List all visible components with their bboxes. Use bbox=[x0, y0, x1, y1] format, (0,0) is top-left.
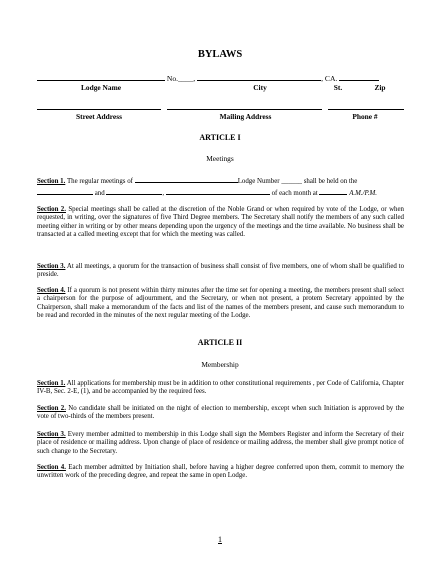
section-label: Section 2. bbox=[37, 405, 66, 412]
zip-label: Zip bbox=[374, 83, 386, 92]
section-text: of each month at bbox=[271, 190, 318, 198]
section-label: Section 3. bbox=[37, 263, 66, 270]
section-text: The regular meetings of bbox=[66, 178, 133, 185]
section-text: At all meetings, a quorum for the transaction of business shall consist of five members, one of whom shall be qualified to preside. bbox=[37, 263, 405, 279]
phone-blank[interactable] bbox=[328, 101, 404, 110]
section-text: Each member admitted by Initiation shall, before having a higher degree conferred upon them, commit to memory the unwritten work of the preceding degree, and repeat the same in open Lodge. bbox=[37, 464, 404, 480]
article-2-subheading: Membership bbox=[201, 360, 239, 369]
mailing-address-blank[interactable] bbox=[167, 101, 322, 110]
section-label: Section 1. bbox=[37, 178, 66, 185]
lodge-name-blank[interactable] bbox=[37, 72, 165, 81]
section-text: and bbox=[94, 190, 105, 198]
article-2-section-3 bbox=[37, 431, 404, 456]
article-1-heading: ARTICLE I bbox=[199, 133, 241, 142]
section-text: Lodge Number ______ shall be held on the bbox=[237, 178, 358, 185]
article-1-section-3 bbox=[37, 263, 404, 280]
lodge-info-row bbox=[37, 72, 379, 83]
section-label: Section 4. bbox=[37, 464, 66, 471]
time-blank[interactable] bbox=[319, 186, 347, 195]
article-2-section-2 bbox=[37, 405, 404, 422]
article-2-section-4 bbox=[37, 464, 404, 481]
city-blank[interactable] bbox=[197, 72, 321, 81]
st-label: St. bbox=[333, 83, 343, 92]
day-blank-1[interactable] bbox=[37, 186, 93, 195]
ampm-label: A.M./P.M. bbox=[349, 190, 378, 198]
city-label: City bbox=[253, 83, 267, 92]
document-title: BYLAWS bbox=[197, 49, 243, 60]
state-label: , CA. bbox=[321, 74, 338, 83]
section-label: Section 1. bbox=[37, 380, 66, 387]
section-text: If a quorum is not present within thirty minutes after the time set for opening a meeting, the members present shall select a chairperson for the purpose of adjournment, and the Secretary, or when not present, a protem Secretary appointed by the Chairperson, shall make a memorandum of the facts and list of the names of the members present, and cause such memorandum to be read and recorded in the minutes of the next regular meeting of the Lodge. bbox=[37, 287, 404, 320]
lodge-blank[interactable] bbox=[135, 174, 238, 183]
zip-blank[interactable] bbox=[339, 72, 379, 81]
section-label: Section 3. bbox=[37, 431, 66, 438]
section-text: All applications for membership must be in addition to other constitutional requirements , per Code of California, Chapter IV-B, Sec. 2-E, (1), and be accompanied by the required fees. bbox=[37, 380, 405, 396]
section-text: No candidate shall be initiated on the night of election to membership, except when such Initiation is approved by the vote of two-thirds of the members present. bbox=[37, 405, 405, 421]
day-blank-3[interactable] bbox=[166, 186, 270, 195]
lodge-number-label: No.____, bbox=[166, 74, 196, 83]
phone-label: Phone # bbox=[352, 112, 378, 121]
page-number: 1 bbox=[218, 535, 222, 544]
article-1-section-1: Section 1. The regular meetings of Lodge Number ______ shall be held on the and , of each month at A.M./P.M. bbox=[37, 174, 404, 199]
section-text: Every member admitted to membership in this Lodge shall sign the Members Register and inform the Secretary of their place of residence or mailing address. Upon change of place of residence or mailing address, the member shall give prompt notice of such change to the Secretary. bbox=[37, 431, 404, 455]
article-2-section-1 bbox=[37, 380, 404, 397]
address-row bbox=[37, 101, 404, 112]
article-2-heading: ARTICLE II bbox=[197, 338, 243, 347]
day-blank-2[interactable] bbox=[106, 186, 162, 195]
section-text: Special meetings shall be called at the discretion of the Noble Grand or when required by vote of the Lodge, or when requested, in writing, over the signatures of five Third Degree members. The Secretary shall notify the members of any such called meeting either in writing or by other means depending upon the urgency of the meetings and the time available. No business shall be transacted at a called meeting except that for which the meeting was called. bbox=[37, 206, 405, 239]
section-label: Section 4. bbox=[37, 287, 66, 294]
lodge-name-label: Lodge Name bbox=[80, 83, 122, 92]
street-address-blank[interactable] bbox=[37, 101, 161, 110]
article-1-section-2 bbox=[37, 206, 404, 240]
section-label: Section 2. bbox=[37, 206, 66, 213]
mailing-address-label: Mailing Address bbox=[219, 112, 272, 121]
street-address-label: Street Address bbox=[76, 112, 122, 121]
article-1-section-4 bbox=[37, 287, 404, 321]
article-1-subheading: Meetings bbox=[206, 154, 234, 163]
